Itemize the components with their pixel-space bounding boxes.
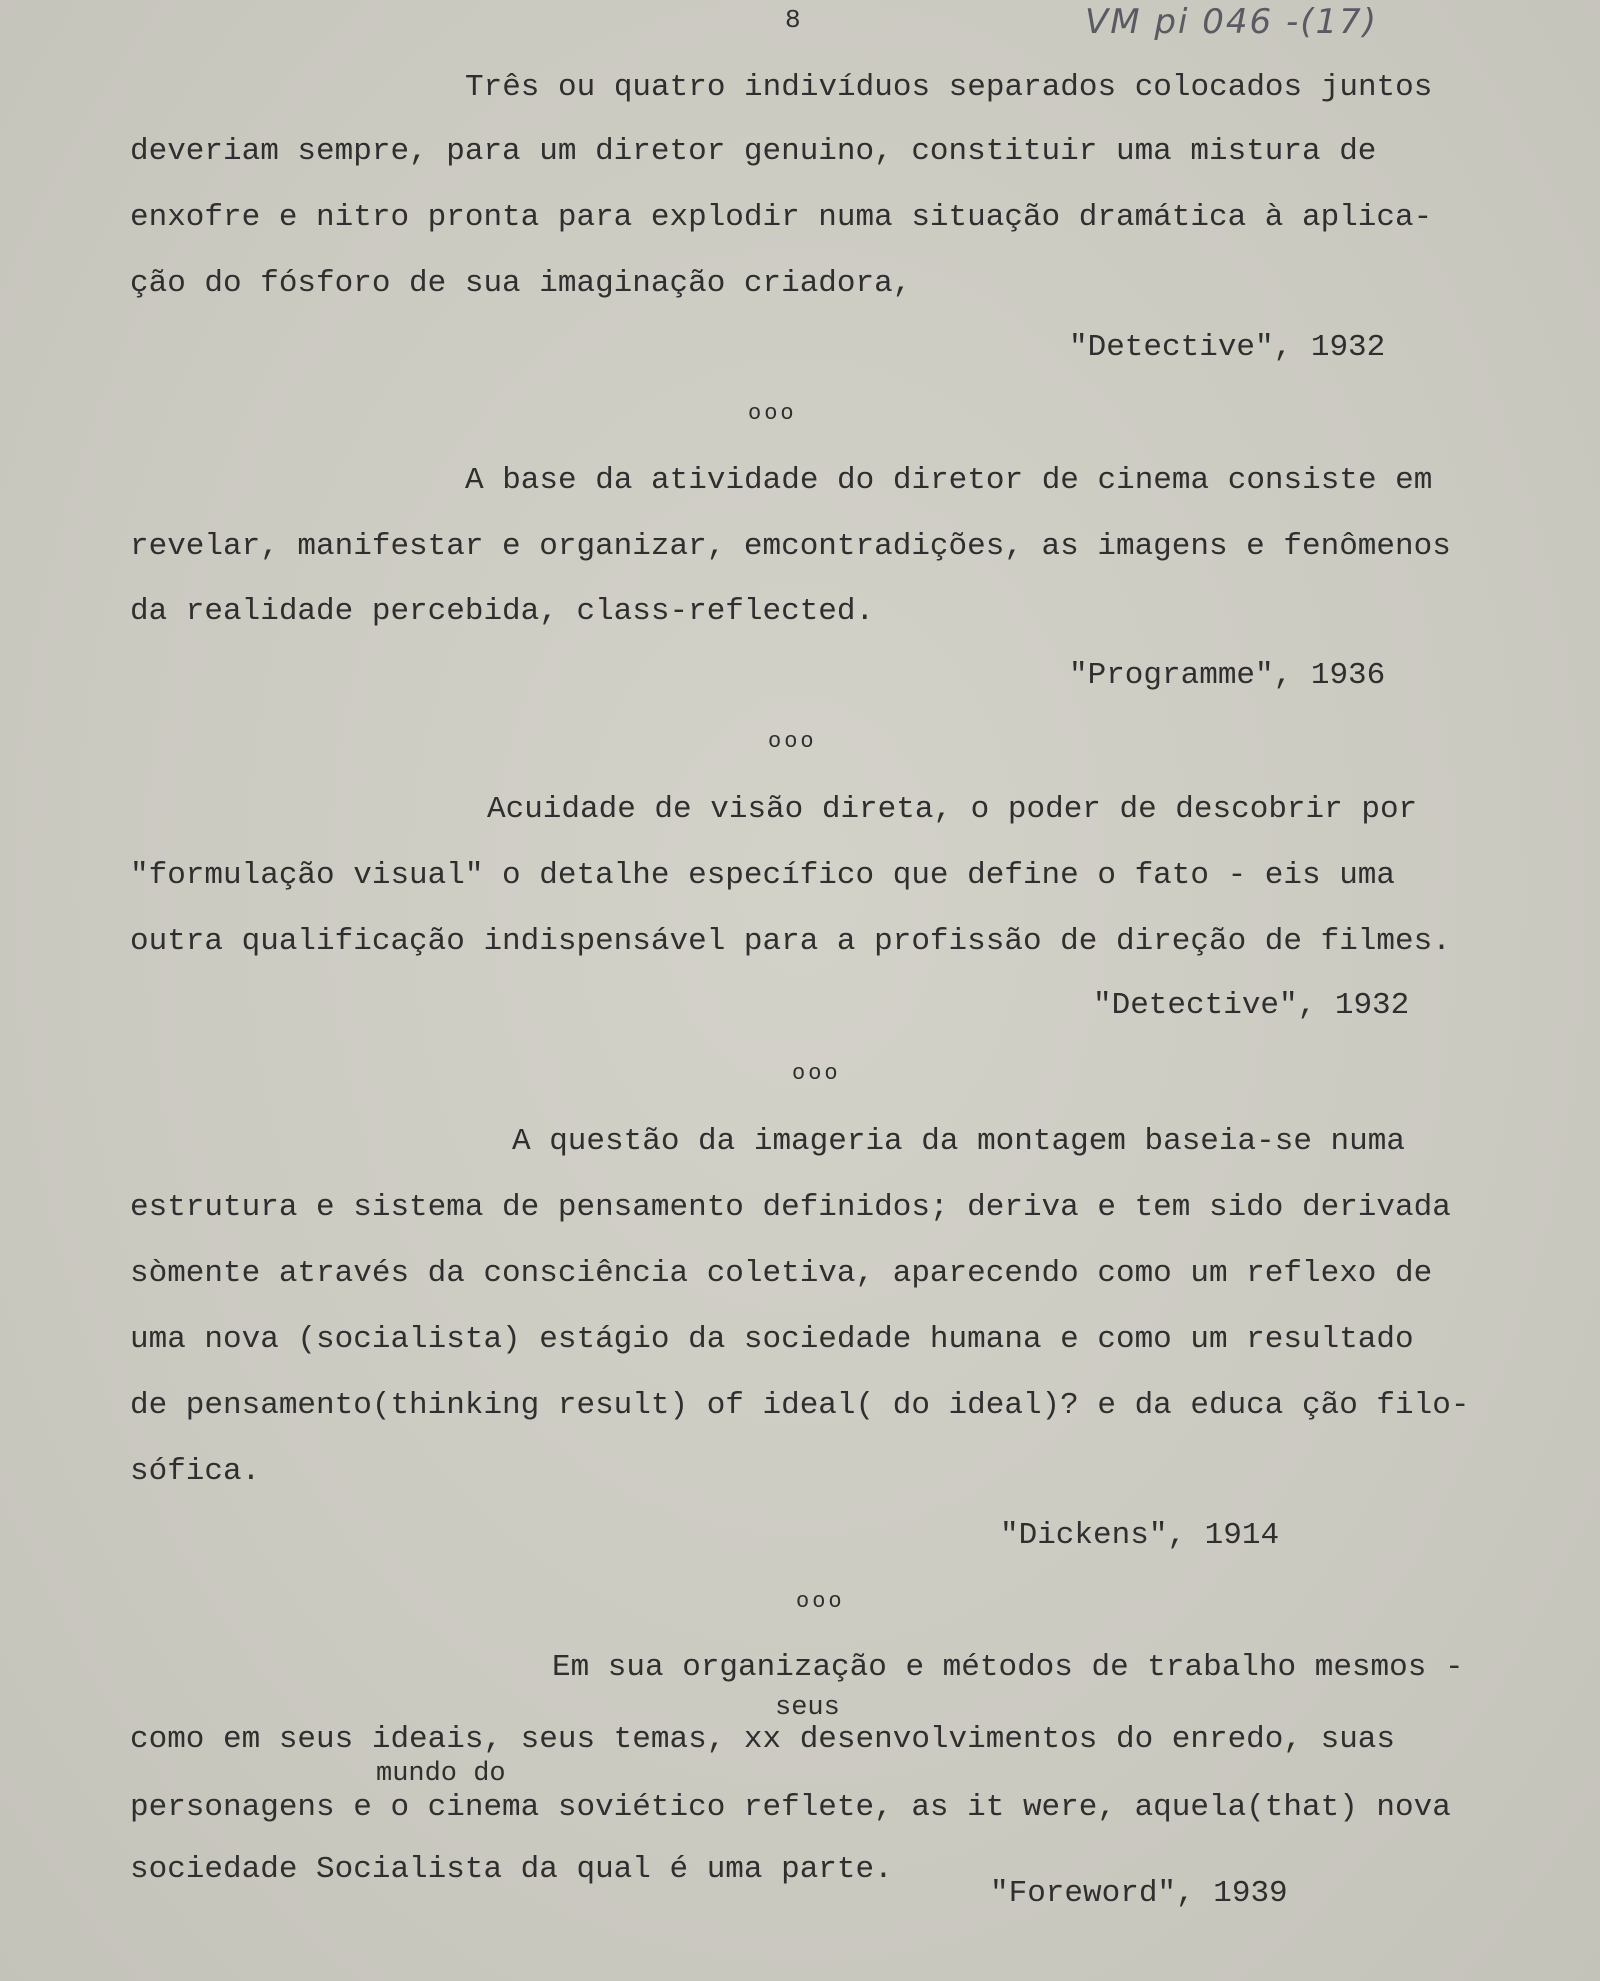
quote-2-source: "Programme", 1936 — [1069, 658, 1386, 693]
quote-3-line-3: outra qualificação indispensável para a profissão de direção de filmes. — [130, 924, 1451, 959]
quote-1-line-2: deveriam sempre, para um diretor genuino, constituir uma mistura de — [130, 134, 1377, 169]
quote-5-line-2: como em seus ideais, seus temas, xx desenvolvimentos do enredo, suas — [130, 1722, 1396, 1757]
separator-1: ooo — [748, 401, 797, 426]
separator-4: ooo — [796, 1589, 845, 1614]
quote-1-line-4: ção do fósforo de sua imaginação criadora, — [130, 266, 912, 301]
quote-4-line-2: estrutura e sistema de pensamento definidos; deriva e tem sido derivada — [130, 1190, 1451, 1225]
quote-5-line-4: sociedade Socialista da qual é uma parte. — [130, 1852, 893, 1887]
quote-4-line-3: sòmente através da consciência coletiva, aparecendo como um reflexo de — [130, 1256, 1433, 1291]
quote-5-insertion-mundo-do: mundo do — [376, 1759, 506, 1789]
quote-2-line-3: da realidade percebida, class-reflected. — [130, 594, 875, 629]
quote-4-line-5: de pensamento(thinking result) of ideal( do ideal)? e da educa ção filo- — [130, 1388, 1470, 1423]
quote-5-line-3: personagens e o cinema soviético reflete, as it were, aquela(that) nova — [130, 1790, 1451, 1825]
quote-3-line-2: "formulação visual" o detalhe específico que define o fato - eis uma — [130, 858, 1396, 893]
quote-4-line-1: A questão da imageria da montagem baseia-se numa — [512, 1124, 1405, 1159]
quote-1-line-3: enxofre e nitro pronta para explodir numa situação dramática à aplica- — [130, 200, 1433, 235]
page-number: 8 — [785, 5, 801, 35]
separator-2: ooo — [768, 729, 817, 754]
quote-5-source: "Foreword", 1939 — [990, 1876, 1288, 1911]
archive-reference-annotation: VM pi 046 -(17) — [1085, 2, 1379, 42]
quote-2-line-1: A base da atividade do diretor de cinema consiste em — [465, 463, 1433, 498]
quote-5-insertion-seus: seus — [775, 1693, 840, 1723]
quote-4-source: "Dickens", 1914 — [1000, 1518, 1280, 1553]
quote-2-line-2: revelar, manifestar e organizar, emcontradições, as imagens e fenômenos — [130, 529, 1451, 564]
quote-3-source: "Detective", 1932 — [1093, 988, 1410, 1023]
quote-1-source: "Detective", 1932 — [1069, 330, 1386, 365]
quote-4-line-6: sófica. — [130, 1454, 261, 1489]
quote-1-line-1: Três ou quatro indivíduos separados colocados juntos — [465, 70, 1433, 105]
quote-3-line-1: Acuidade de visão direta, o poder de descobrir por — [487, 792, 1418, 827]
separator-3: ooo — [792, 1061, 841, 1086]
quote-5-line-1: Em sua organização e métodos de trabalho mesmos - — [552, 1650, 1464, 1685]
quote-4-line-4: uma nova (socialista) estágio da sociedade humana e como um resultado — [130, 1322, 1414, 1357]
